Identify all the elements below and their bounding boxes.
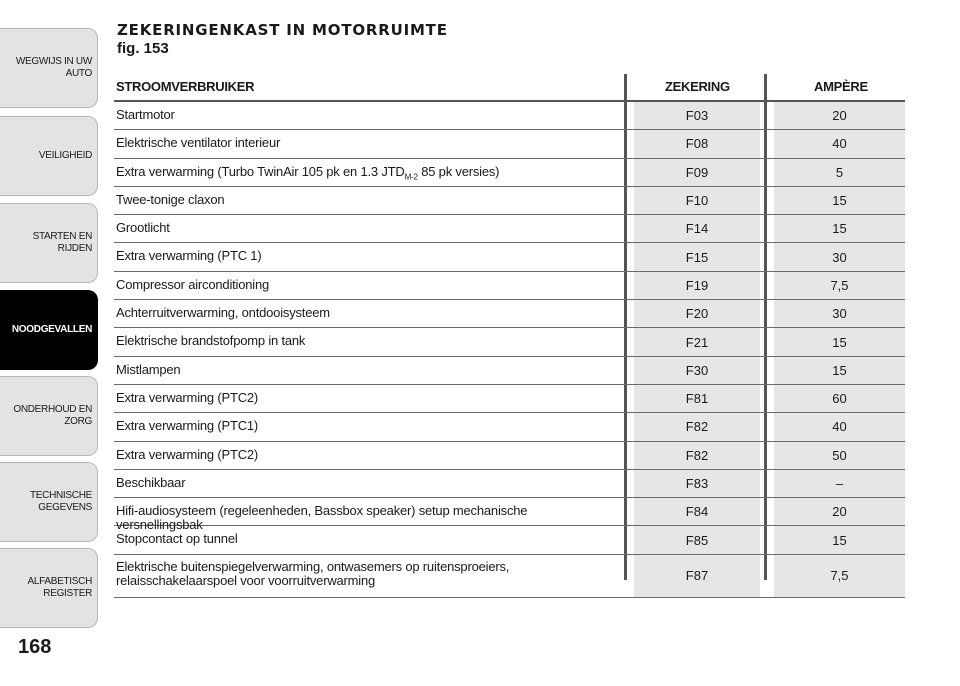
table-body [114,102,905,598]
section-heading: ZEKERINGENKAST IN MOTORRUIMTE [117,21,448,39]
tab-label: ALFABETISCH REGISTER [27,576,92,599]
tab-veiligheid[interactable] [0,116,98,196]
fuse-cell: F83 [634,470,760,497]
fuse-cell: F20 [634,300,760,327]
fuse-cell: F21 [634,328,760,355]
tab-label: VEILIGHEID [38,150,92,161]
ampere-cell: 40 [774,130,905,157]
fuse-cell: F85 [634,526,760,553]
ampere-cell: 15 [774,357,905,384]
consumer-cell: Achterruitverwarming, ontdooisysteem [116,305,330,321]
fuse-cell: F82 [634,413,760,440]
table-row [114,187,905,215]
tab-starten[interactable] [0,203,98,283]
ampere-cell: 60 [774,385,905,412]
table-row [114,442,905,470]
ampere-cell: 7,5 [774,272,905,299]
ampere-cell: 40 [774,413,905,440]
consumer-cell: Extra verwarming (PTC1) [116,418,259,434]
table-row [114,300,905,328]
ampere-cell: – [774,470,905,497]
table-row [114,272,905,300]
ampere-cell: 30 [774,300,905,327]
table-row [114,498,905,533]
tab-wegwijs[interactable] [0,28,98,108]
fuse-cell: F09 [634,159,760,186]
consumer-cell: Elektrische ventilator interieur [116,135,281,151]
consumer-subscript: M-2 [404,172,418,182]
consumer-cell: Twee-tonige claxon [116,191,225,207]
ampere-cell: 20 [774,498,905,525]
consumer-cell: Grootlicht [116,220,170,236]
page-number: 168 [18,636,52,658]
consumer-cell: Beschikbaar [116,474,186,490]
ampere-cell: 15 [774,526,905,553]
consumer-cell: Extra verwarming (PTC2) [116,446,259,462]
fuse-cell: F19 [634,272,760,299]
consumer-cell: Startmotor [116,107,175,122]
consumer-cell: Stopcontact op tunnel [116,531,238,547]
tab-label: STARTEN EN RIJDEN [32,231,92,254]
table-row [114,526,905,554]
consumer-text: 85 pk versies) [417,163,500,179]
table-row [114,385,905,413]
tab-onderhoud[interactable] [0,376,98,456]
tab-register[interactable] [0,548,98,628]
consumer-cell: Extra verwarming (PTC2) [116,389,259,405]
ampere-cell: 15 [774,328,905,355]
fuse-cell: F10 [634,187,760,214]
fuse-cell: F14 [634,215,760,242]
fuse-cell: F82 [634,442,760,469]
consumer-text: Extra verwarming (Turbo TwinAir 105 pk en 1.3 JTD [116,163,405,179]
tab-label: WEGWIJS IN UW AUTO [15,56,92,79]
fuse-cell: F81 [634,385,760,412]
table-header [114,74,905,102]
figure-reference: fig. 153 [117,40,169,57]
ampere-cell: 5 [774,159,905,186]
table-row [114,159,905,187]
consumer-cell: Elektrische buitenspiegelverwarming, ontwasemers op ruitensproeiers, relaisschakelaarspoel voor voorruitverwarming [116,558,510,588]
fuse-cell: F87 [634,555,760,597]
table-row [114,555,905,598]
tab-label: NOODGEVALLEN [11,324,92,335]
header-ampere: AMPÈRE [814,79,868,94]
consumer-cell: Hifi-audiosysteem (regeleenheden, Bassbox speaker) setup mechanische versnellingsbak [116,503,528,533]
tab-technische[interactable] [0,462,98,542]
tab-noodgevallen[interactable] [0,290,98,370]
fuse-cell: F84 [634,498,760,525]
fuse-cell: F08 [634,130,760,157]
consumer-cell: Extra verwarming (PTC 1) [116,248,262,264]
ampere-cell: 30 [774,243,905,270]
ampere-cell: 15 [774,187,905,214]
table-row [114,215,905,243]
fuse-cell: F15 [634,243,760,270]
fuse-cell: F03 [634,102,760,129]
consumer-cell: Compressor airconditioning [116,276,270,292]
fuse-table [114,74,905,598]
consumer-cell: Mistlampen [116,361,181,377]
ampere-cell: 7,5 [774,555,905,597]
ampere-cell: 50 [774,442,905,469]
table-row [114,413,905,441]
tab-label: ONDERHOUD EN ZORG [13,404,92,427]
consumer-cell: Elektrische brandstofpomp in tank [116,333,306,349]
header-consumer: STROOMVERBRUIKER [116,79,255,94]
ampere-cell: 20 [774,102,905,129]
table-row [114,243,905,271]
tab-label: TECHNISCHE GEGEVENS [29,490,92,513]
fuse-cell: F30 [634,357,760,384]
table-row [114,357,905,385]
table-row [114,102,905,130]
table-row [114,130,905,158]
consumer-cell [116,165,616,185]
table-row [114,328,905,356]
table-row [114,470,905,498]
ampere-cell: 15 [774,215,905,242]
header-fuse: ZEKERING [665,79,730,94]
